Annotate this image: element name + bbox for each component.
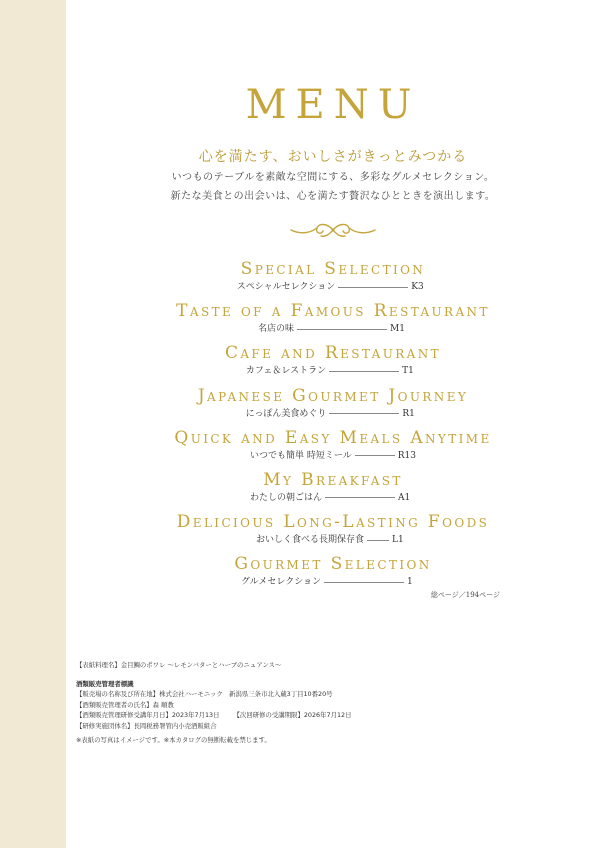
section-title: My Breakfast	[263, 469, 403, 490]
leader-line	[355, 455, 395, 456]
disclaimer: ※表紙の写真はイメージです。※本カタログの無断転載を禁じます。	[76, 736, 271, 744]
liquor-heading: 酒類販売管理者標識	[76, 679, 134, 688]
section-subtitle-row	[66, 322, 600, 336]
leader-line	[325, 497, 395, 498]
manager-name: 【酒類販売管理者の氏名】森 順教	[76, 700, 174, 709]
section-cafe-restaurant[interactable]	[66, 342, 600, 384]
section-subtitle-row	[66, 407, 600, 421]
section-code: K3	[411, 282, 424, 292]
section-special-selection[interactable]	[66, 258, 600, 300]
section-famous-restaurant[interactable]	[66, 300, 600, 342]
ornament-flourish-icon	[285, 220, 381, 240]
section-subtitle: カフェ＆レストラン	[245, 366, 327, 377]
leader-line	[338, 287, 408, 288]
section-title: Japanese Gourmet Journey	[197, 385, 469, 406]
store-info: 【販売場の名称及び所在地】株式会社ハーモニック 新潟県三条市北入蔵3丁目10番20号	[76, 690, 333, 698]
tagline: 心を満たす、おいしさがきっとみつかる	[198, 149, 468, 165]
section-long-lasting-foods[interactable]	[66, 511, 600, 553]
section-quick-meals[interactable]	[66, 427, 600, 469]
section-subtitle-row	[66, 280, 600, 294]
section-code: L1	[392, 535, 404, 546]
section-code: R13	[397, 450, 416, 461]
leader-line	[297, 329, 387, 330]
intro-line: いつものテーブルを素敵な空間にする、多彩なグルメセレクション。	[171, 172, 495, 183]
legal-notes	[76, 660, 363, 746]
leader-line	[329, 413, 399, 414]
left-sidebar-band	[0, 0, 66, 848]
training-org: 【研修実施団体名】長岡税務署管内小売酒販組合	[76, 721, 217, 730]
section-title: Delicious Long-Lasting Foods	[176, 512, 490, 533]
section-code: T1	[402, 366, 414, 377]
section-subtitle: 名店の味	[257, 324, 294, 335]
section-subtitle-row	[66, 449, 600, 463]
section-title: Cafe and Restaurant	[224, 343, 442, 364]
leader-line	[329, 371, 399, 372]
catalog-section-list	[66, 258, 600, 596]
cover-dish-note: 【表紙料理名】金目鯛のポワレ ～レモンバターとハーブのニュアンス～	[76, 661, 282, 669]
page-title: MENU	[245, 82, 421, 128]
total-pages: 総ページ／194ページ	[430, 591, 500, 599]
section-subtitle-row	[66, 575, 600, 589]
section-code: 1	[407, 577, 413, 588]
section-my-breakfast[interactable]	[66, 469, 600, 511]
section-subtitle: にっぽん美食めぐり	[245, 408, 327, 419]
section-code: R1	[402, 408, 415, 419]
section-code: A1	[398, 492, 411, 503]
section-subtitle: わたしの朝ごはん	[249, 492, 322, 503]
training-date: 【酒類販売管理研修受講年月日】2023年7月13日	[76, 711, 220, 719]
leader-line	[324, 582, 404, 583]
section-subtitle: スペシャルセレクション	[236, 282, 336, 292]
section-title: Special Selection	[240, 259, 426, 279]
intro-text	[66, 168, 600, 206]
section-subtitle-row	[66, 533, 600, 547]
intro-line: 新たな美食との出会いは、心を満たす贅沢なひとときを演出します。	[170, 191, 496, 202]
section-subtitle: グルメセレクション	[240, 577, 322, 588]
section-code: M1	[390, 324, 405, 335]
section-gourmet-selection[interactable]	[66, 553, 600, 595]
next-training: 【次回研修の受講期限】2026年7月12日	[233, 711, 352, 719]
section-subtitle: いつでも簡単 時短ミール	[250, 450, 352, 461]
section-title: Quick and Easy Meals Anytime	[174, 427, 492, 448]
section-title: Taste of a Famous Restaurant	[176, 301, 490, 322]
section-japanese-gourmet[interactable]	[66, 385, 600, 427]
leader-line	[367, 540, 389, 541]
section-subtitle-row	[66, 364, 600, 378]
section-subtitle-row	[66, 491, 600, 505]
section-title: Gourmet Selection	[234, 554, 432, 575]
section-subtitle: おいしく食べる長期保存食	[255, 535, 364, 546]
training-row	[76, 710, 363, 721]
